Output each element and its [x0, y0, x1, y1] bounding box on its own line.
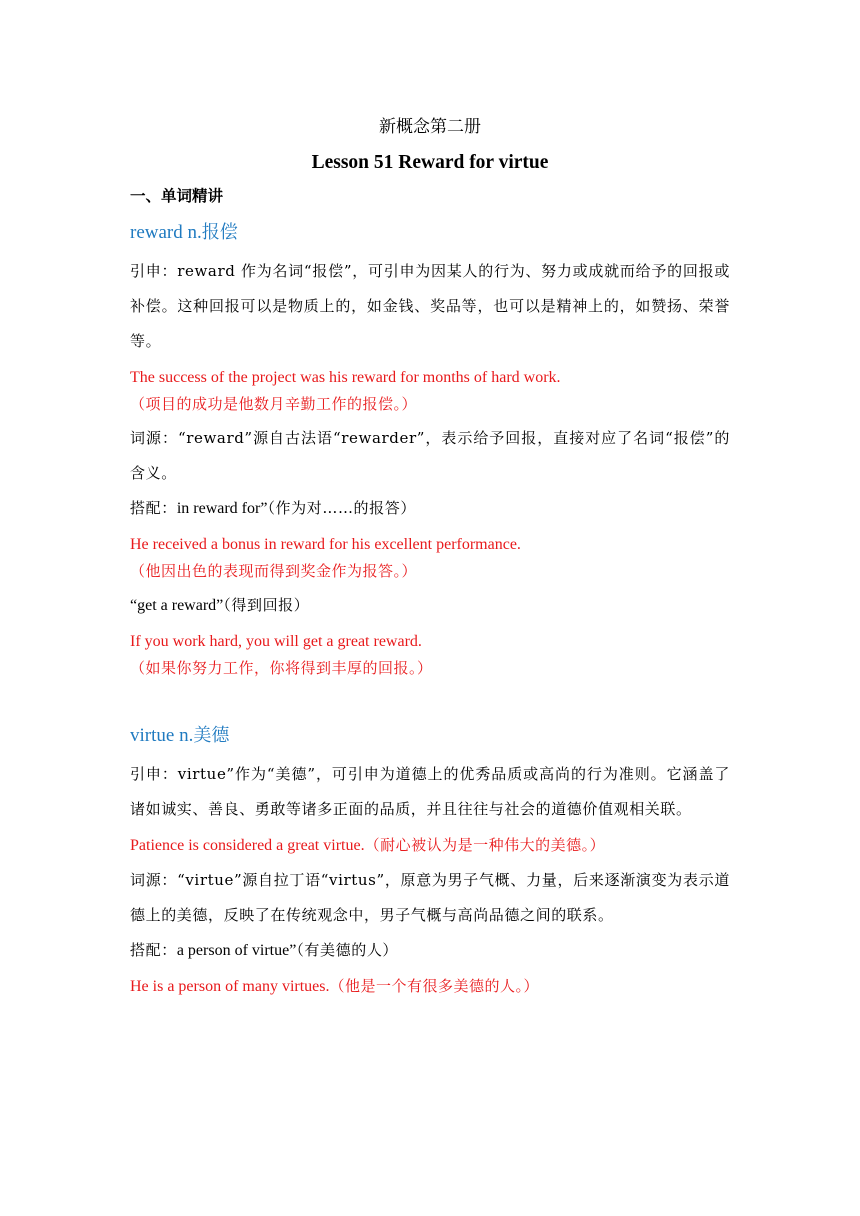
reward-collocation2-cn: （得到回报）: [223, 596, 310, 614]
reward-collocation1: [130, 491, 730, 526]
virtue-collocation-cn: （有美德的人）: [296, 941, 399, 959]
virtue-collocation-label: 搭配：: [130, 941, 177, 959]
reward-example1-en: The success of the project was his reward for months of hard work.: [130, 369, 561, 386]
meaning-virtue: 美德: [193, 725, 230, 746]
virtue-extension: 引申：virtue”作为“美德”，可引申为道德上的优秀品质或高尚的行为准则。它涵盖了诸如诚实、善良、勇敢等诸多正面的品质，并且往往与社会的道德价值观相关联。: [130, 765, 730, 818]
virtue-example2: [130, 968, 730, 1004]
reward-example3-cn: （如果你努力工作，你将得到丰厚的回报。）: [130, 659, 433, 677]
virtue-example1: [130, 827, 730, 863]
reward-extension-label: 引申：: [130, 262, 178, 280]
virtue-example2-cn: （他是一个有很多美德的人。）: [329, 977, 540, 995]
meaning-reward: 报偿: [201, 222, 238, 243]
section-heading: 一、单词精讲: [130, 186, 224, 205]
reward-example1-cn: （项目的成功是他数月辛勤工作的报偿。）: [130, 395, 418, 413]
virtue-example1-cn: （耐心被认为是一种伟大的美德。）: [364, 836, 606, 854]
reward-collocation2: [130, 588, 730, 623]
reward-example3-en: If you work hard, you will get a great reward.: [130, 633, 422, 650]
document-page: [130, 114, 730, 1004]
reward-example2-en: He received a bonus in reward for his excellent performance.: [130, 536, 521, 553]
virtue-collocation-en: a person of virtue”: [176, 942, 297, 959]
series-title: 新概念第二册: [379, 117, 481, 137]
reward-extension-text: reward 作为名词“报偿”，可引申为因某人的行为、努力或成就而给予的回报或补偿。这种回报可以是物质上的，如金钱、奖品等，也可以是精神上的，如赞扬、荣誉等。: [130, 262, 730, 350]
section-spacer: [130, 685, 730, 721]
reward-collocation1-label: 搭配：: [130, 499, 177, 517]
virtue-collocation: [130, 933, 730, 968]
virtue-example1-en: Patience is considered a great virtue.: [130, 837, 365, 854]
word-heading-virtue: [130, 721, 730, 751]
word-reward: reward n.: [130, 222, 202, 243]
reward-collocation1-cn: （作为对……的报答）: [267, 499, 416, 517]
lesson-title: Lesson 51 Reward for virtue: [311, 152, 549, 173]
reward-collocation1-en: in reward for”: [176, 500, 268, 517]
word-virtue: virtue n.: [130, 725, 194, 746]
reward-collocation2-en: “get a reward”: [130, 597, 224, 614]
virtue-etymology: 词源：“virtue”源自拉丁语“virtus”，原意为男子气概、力量，后来逐渐演变为表示道德上的美德，反映了在传统观念中，男子气概与高尚品德之间的联系。: [130, 871, 730, 924]
word-heading-reward: [130, 218, 730, 248]
reward-etymology: 词源：“reward”源自古法语“rewarder”，表示给予回报，直接对应了名词“报偿”的含义。: [130, 429, 730, 482]
reward-extension: [130, 254, 730, 359]
reward-example2-cn: （他因出色的表现而得到奖金作为报答。）: [130, 562, 418, 580]
virtue-example2-en: He is a person of many virtues.: [130, 978, 330, 995]
